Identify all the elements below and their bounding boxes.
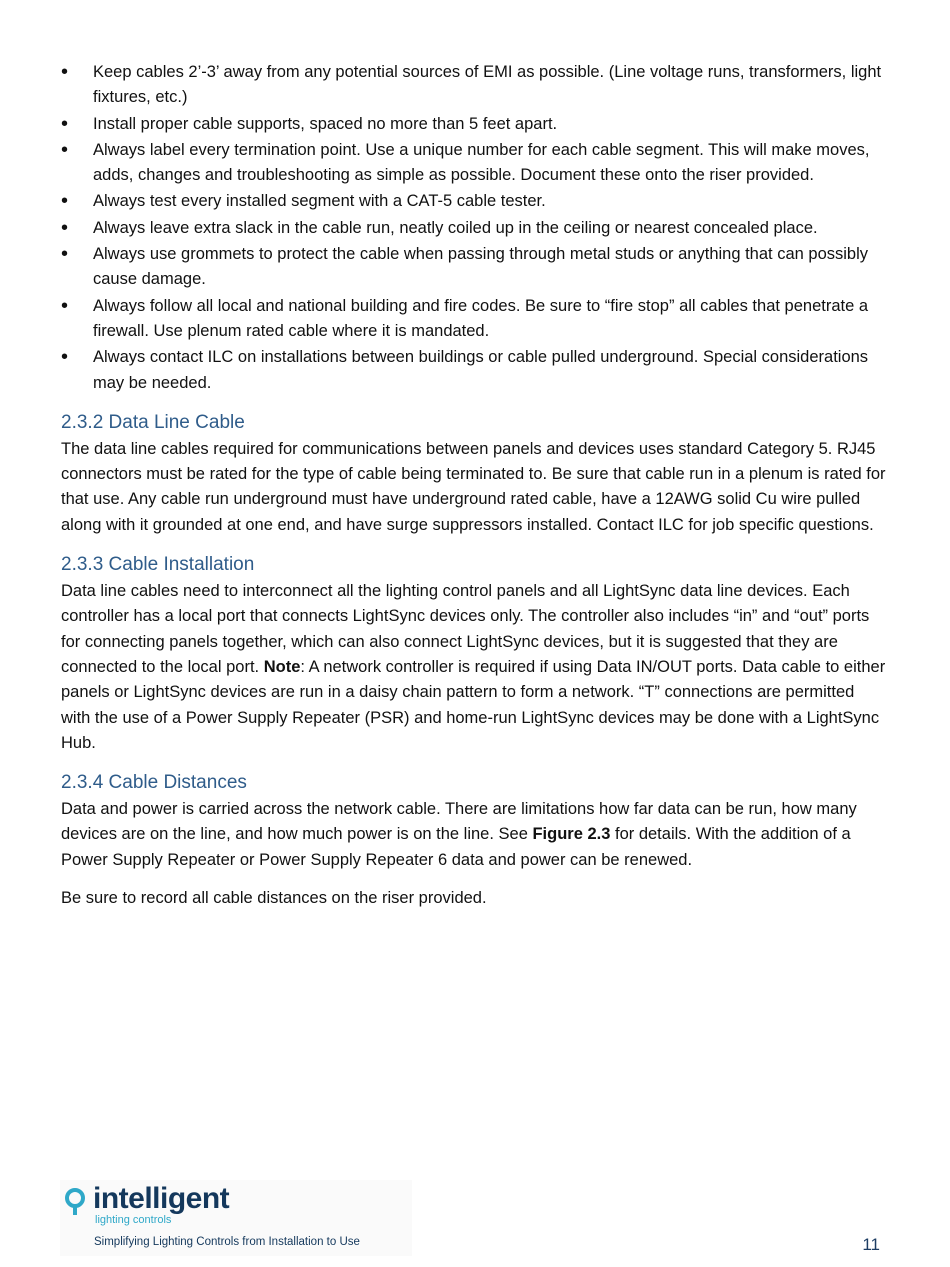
company-logo [60, 1180, 412, 1256]
lightbulb-icon [64, 1188, 86, 1216]
section-heading-cable-distances: 2.3.4 Cable Distances [61, 772, 247, 794]
company-tagline: Simplifying Lighting Controls from Installation to Use [94, 1236, 360, 1248]
section-heading-data-line-cable: 2.3.2 Data Line Cable [61, 411, 245, 433]
paragraph-text: Data line cables need to interconnect all the lighting control panels and all LightSync data line devices. Each controller has a local port that connects LightSync devices only. The controller also includes “in” and “out” ports for connecting panels together, which can also connect LightSync devices, but it is suggested that they are connected to the local port. [61, 582, 870, 676]
cable-distances-note: Be sure to record all cable distances on the riser provided. [61, 889, 487, 908]
cable-distances-paragraph [61, 797, 887, 873]
paragraph-text: Data and power is carried across the network cable. There are limitations how far data can be run, how many devices are on the line, and how much power is on the line. See [61, 800, 857, 844]
data-line-cable-paragraph: The data line cables required for communications between panels and devices uses standard Category 5. RJ45 connectors must be rated for the type of cable being terminated to. Be sure that cable run in a plenum is rated for that use. Any cable run underground must have underground rated cable, have a 12AWG solid Cu wire pulled along with it grounded at one end, and have surge suppressors installed. Contact ILC for job specific questions. [61, 439, 886, 534]
cable-installation-paragraph [61, 579, 887, 756]
paragraph-text: : A network controller is required if using Data IN/OUT ports. Data cable to either panels or LightSync devices are run in a daisy chain pattern to form a network. “T” connections are permitted with the use of a Power Supply Repeater (PSR) and home-run LightSync devices may be done with a LightSync Hub. [61, 657, 886, 752]
list-item: • Always contact ILC on installations between buildings or cable pulled underground. Special considerations may be needed. [61, 345, 887, 396]
list-item: • Always test every installed segment with a CAT-5 cable tester. [61, 189, 887, 214]
note-label: Note [263, 657, 301, 676]
paragraph-text: for details. With the addition of a Power Supply Repeater or Power Supply Repeater 6 data and power can be renewed. [61, 825, 851, 869]
logo-wordmark: intelligent [93, 1182, 230, 1215]
list-item: • Keep cables 2’-3’ away from any potential sources of EMI as possible. (Line voltage runs, transformers, light fixtures, etc.) [61, 60, 887, 111]
logo-subtitle: lighting controls [95, 1214, 172, 1226]
list-item: • Always label every termination point. Use a unique number for each cable segment. This will make moves, adds, changes and troubleshooting as simple as possible. Document these onto the riser provided. [61, 138, 887, 189]
page-content [61, 60, 887, 911]
list-item: • Always leave extra slack in the cable run, neatly coiled up in the ceiling or nearest concealed place. [61, 216, 887, 241]
figure-reference: Figure 2.3 [532, 825, 611, 844]
list-item: • Always follow all local and national building and fire codes. Be sure to “fire stop” all cables that penetrate a firewall. Use plenum rated cable where it is mandated. [61, 294, 887, 345]
installation-guidelines-list [61, 60, 887, 396]
list-item: • Install proper cable supports, spaced no more than 5 feet apart. [61, 112, 887, 137]
section-heading-cable-installation: 2.3.3 Cable Installation [61, 554, 255, 576]
page-number: 11 [862, 1235, 880, 1254]
list-item: • Always use grommets to protect the cable when passing through metal studs or anything that can possibly cause damage. [61, 242, 887, 293]
